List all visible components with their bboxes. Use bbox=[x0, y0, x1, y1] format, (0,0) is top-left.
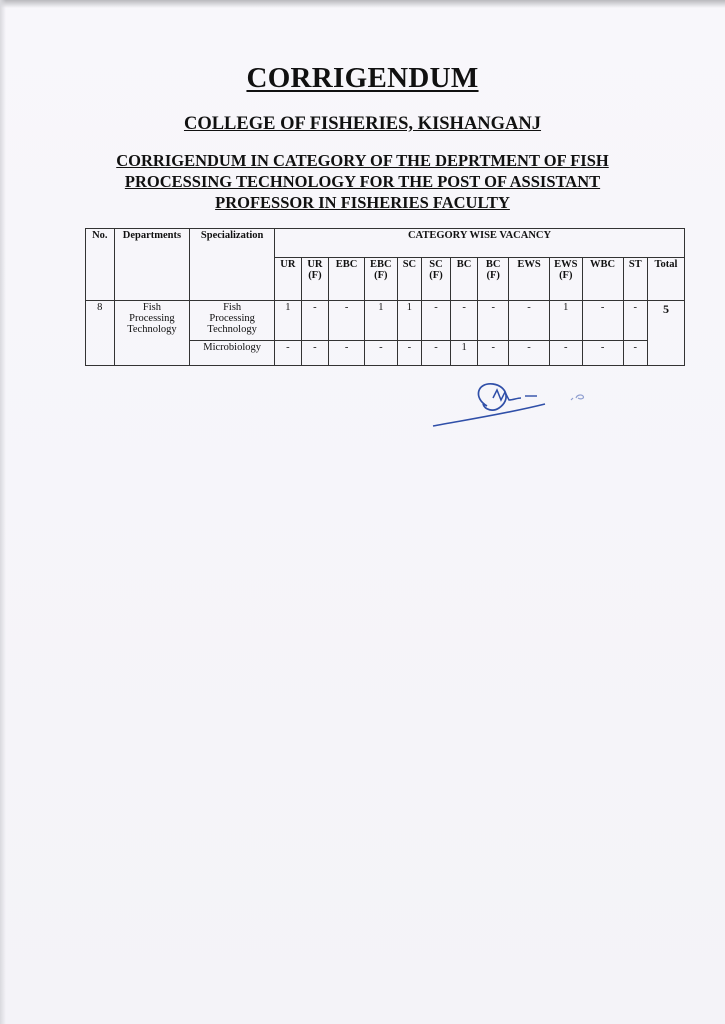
signature-image bbox=[425, 376, 625, 436]
subject-heading bbox=[100, 150, 625, 213]
category-header bbox=[329, 258, 365, 301]
vacancy-cell: - bbox=[509, 341, 550, 366]
category-header bbox=[301, 258, 329, 301]
category-header-line: UR bbox=[307, 259, 323, 270]
category-header bbox=[364, 258, 397, 301]
vacancy-cell: - bbox=[364, 341, 397, 366]
category-header bbox=[623, 258, 648, 301]
vacancy-cell: - bbox=[478, 341, 509, 366]
vacancy-cell: - bbox=[623, 341, 648, 366]
scan-top-edge bbox=[0, 0, 725, 8]
vacancy-cell: - bbox=[301, 301, 329, 341]
vacancy-cell: 1 bbox=[364, 301, 397, 341]
category-header-line: BC bbox=[456, 259, 472, 270]
vacancy-cell: 1 bbox=[549, 301, 582, 341]
scan-left-edge bbox=[0, 0, 6, 1024]
category-header bbox=[397, 258, 422, 301]
row-no: 8 bbox=[86, 301, 115, 366]
vacancy-cell: 1 bbox=[275, 301, 302, 341]
subject-line: CORRIGENDUM IN CATEGORY OF THE DEPRTMENT OF FISH bbox=[116, 151, 609, 170]
category-header bbox=[275, 258, 302, 301]
specialization-line: Technology bbox=[207, 324, 257, 335]
col-header-no: No. bbox=[86, 229, 115, 301]
category-header-line: (F) bbox=[559, 270, 573, 281]
vacancy-cell: - bbox=[478, 301, 509, 341]
col-header-specialization: Specialization bbox=[190, 229, 275, 301]
vacancy-cell: - bbox=[301, 341, 329, 366]
col-header-departments: Departments bbox=[114, 229, 190, 301]
vacancy-cell: - bbox=[422, 301, 451, 341]
vacancy-cell: - bbox=[397, 341, 422, 366]
subject-line: PROCESSING TECHNOLOGY FOR THE POST OF ASSISTANT bbox=[124, 172, 601, 191]
vacancy-cell: - bbox=[509, 301, 550, 341]
category-header-line: BC bbox=[485, 259, 501, 270]
category-header-line: ST bbox=[628, 259, 642, 270]
category-header-line: EBC bbox=[370, 259, 392, 270]
total-cell: 5 bbox=[648, 301, 685, 366]
row-specialization bbox=[190, 301, 275, 341]
department-line: Processing bbox=[129, 313, 175, 324]
category-header bbox=[549, 258, 582, 301]
col-header-category-wise-vacancy: CATEGORY WISE VACANCY bbox=[275, 229, 685, 258]
subject-line: PROFESSOR IN FISHERIES FACULTY bbox=[215, 193, 510, 212]
category-header bbox=[450, 258, 478, 301]
document-title: CORRIGENDUM bbox=[246, 62, 479, 94]
category-header-line: EBC bbox=[335, 259, 358, 270]
vacancy-table bbox=[85, 228, 685, 366]
college-name: COLLEGE OF FISHERIES, KISHANGANJ bbox=[183, 114, 542, 134]
category-header bbox=[478, 258, 509, 301]
department-line: Technology bbox=[127, 324, 177, 335]
category-header-line: (F) bbox=[429, 270, 443, 281]
row-department bbox=[114, 301, 190, 366]
table-header-row bbox=[86, 229, 685, 258]
vacancy-cell: - bbox=[582, 341, 623, 366]
category-header bbox=[422, 258, 451, 301]
category-header-line: Total bbox=[654, 259, 678, 270]
vacancy-cell: - bbox=[422, 341, 451, 366]
table-row bbox=[86, 301, 685, 341]
vacancy-cell: - bbox=[329, 341, 365, 366]
vacancy-cell: - bbox=[582, 301, 623, 341]
vacancy-cell: 1 bbox=[450, 341, 478, 366]
category-header-line: SC bbox=[402, 259, 417, 270]
specialization-line: Processing bbox=[209, 313, 255, 324]
row-specialization: Microbiology bbox=[190, 341, 275, 366]
category-header-line: EWS bbox=[554, 259, 578, 270]
category-header-line: (F) bbox=[308, 270, 322, 281]
category-header-line: WBC bbox=[590, 259, 616, 270]
vacancy-cell: 1 bbox=[397, 301, 422, 341]
department-line: Fish bbox=[142, 302, 161, 313]
category-header-line: (F) bbox=[486, 270, 500, 281]
category-header-line: SC bbox=[429, 259, 443, 270]
category-header bbox=[648, 258, 685, 301]
specialization-line: Fish bbox=[223, 302, 242, 313]
vacancy-cell: - bbox=[275, 341, 302, 366]
vacancy-cell: - bbox=[623, 301, 648, 341]
category-header-line: EWS bbox=[517, 259, 541, 270]
category-header bbox=[582, 258, 623, 301]
category-header bbox=[509, 258, 550, 301]
vacancy-cell: - bbox=[549, 341, 582, 366]
vacancy-cell: - bbox=[450, 301, 478, 341]
vacancy-cell: - bbox=[329, 301, 365, 341]
category-header-line: (F) bbox=[374, 270, 388, 281]
category-header-line: UR bbox=[280, 259, 296, 270]
